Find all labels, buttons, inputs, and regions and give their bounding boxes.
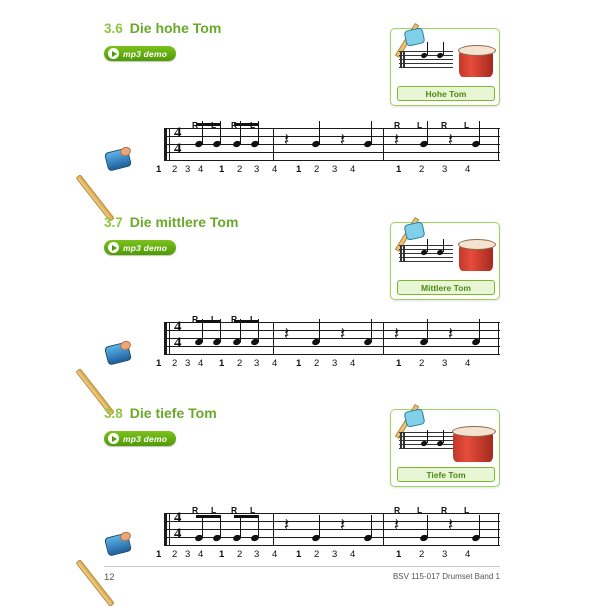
section-heading — [104, 214, 238, 230]
count-number: 2 — [237, 358, 243, 369]
mp3-demo-label: mp3 demo — [123, 48, 168, 59]
sticking-letter: R — [231, 314, 238, 324]
count-number: 2 — [237, 164, 243, 175]
footer-reference: BSV 115-017 Drumset Band 1 — [392, 572, 500, 581]
count-number: 3 — [442, 549, 448, 560]
count-number: 3 — [185, 164, 191, 175]
sticking-letter: L — [417, 120, 423, 130]
sticking-letter: L — [211, 314, 217, 324]
sticking-letter: R — [231, 505, 238, 515]
sticking-letter: L — [211, 505, 217, 515]
hand-stick-illustration — [104, 122, 164, 172]
mp3-demo-button[interactable] — [104, 431, 176, 446]
section-number: 3.6 — [104, 21, 123, 36]
count-number: 4 — [272, 164, 278, 175]
count-number: 2 — [237, 549, 243, 560]
hand-stick-illustration — [104, 507, 164, 557]
count-number: 2 — [314, 358, 320, 369]
tom-drum-icon — [459, 243, 493, 271]
sticking-letter: L — [250, 505, 256, 515]
sticking-letter: L — [250, 314, 256, 324]
count-number: 1 — [296, 358, 302, 369]
hand-stick-illustration — [104, 316, 164, 366]
hand-with-stick-icon — [399, 400, 433, 430]
staff: 4 4 𝄽 𝄽 𝄽 𝄽 — [164, 513, 500, 545]
count-number: 2 — [172, 358, 178, 369]
count-number: 4 — [272, 549, 278, 560]
sticking-letter: R — [441, 120, 448, 130]
count-number: 4 — [350, 549, 356, 560]
count-number: 1 — [396, 164, 402, 175]
count-number: 3 — [185, 358, 191, 369]
time-signature: 4 4 — [174, 319, 182, 351]
count-number: 2 — [419, 549, 425, 560]
count-number: 3 — [185, 549, 191, 560]
sticking-letter: R — [394, 505, 401, 515]
mini-staff — [399, 245, 453, 265]
sticking-letter: L — [464, 505, 470, 515]
music-system-1 — [104, 120, 500, 175]
sticking-letter: L — [211, 120, 217, 130]
time-signature: 4 4 — [174, 125, 182, 157]
count-number: 3 — [332, 358, 338, 369]
count-number: 3 — [442, 358, 448, 369]
sticking-letter: L — [417, 505, 423, 515]
count-number: 2 — [419, 164, 425, 175]
count-number: 4 — [198, 358, 204, 369]
count-number: 3 — [254, 549, 260, 560]
sticking-letter: R — [441, 505, 448, 515]
mp3-demo-button[interactable] — [104, 240, 176, 255]
section-number: 3.7 — [104, 215, 123, 230]
music-system-2 — [104, 314, 500, 369]
mini-staff — [399, 432, 453, 452]
sticking-letter: L — [250, 120, 256, 130]
count-number: 2 — [419, 358, 425, 369]
count-number: 4 — [350, 164, 356, 175]
time-signature: 4 4 — [174, 510, 182, 542]
count-number: 3 — [332, 549, 338, 560]
footer-divider — [104, 566, 500, 567]
staff: 4 4 𝄽 𝄽 𝄽 𝄽 — [164, 322, 500, 354]
count-number: 3 — [442, 164, 448, 175]
illustration-card-tiefe-tom — [390, 409, 500, 487]
mp3-demo-label: mp3 demo — [123, 433, 168, 444]
count-number: 1 — [219, 358, 225, 369]
play-icon — [108, 433, 119, 444]
count-number: 2 — [314, 164, 320, 175]
count-number: 1 — [156, 549, 162, 560]
card-caption: Mittlere Tom — [397, 280, 495, 295]
section-heading — [104, 405, 217, 421]
count-number: 1 — [396, 358, 402, 369]
count-number: 1 — [219, 549, 225, 560]
sticking-letter: R — [192, 314, 199, 324]
mp3-demo-button[interactable] — [104, 46, 176, 61]
count-number: 4 — [465, 164, 471, 175]
count-number: 2 — [314, 549, 320, 560]
count-number: 2 — [172, 549, 178, 560]
count-number: 1 — [156, 164, 162, 175]
count-number: 1 — [296, 549, 302, 560]
count-number: 1 — [396, 549, 402, 560]
music-system-3 — [104, 505, 500, 560]
count-number: 1 — [156, 358, 162, 369]
count-number: 4 — [465, 549, 471, 560]
section-title: Die hohe Tom — [129, 20, 222, 36]
mini-staff — [399, 51, 453, 71]
card-caption: Tiefe Tom — [397, 467, 495, 482]
count-number: 3 — [254, 164, 260, 175]
play-icon — [108, 48, 119, 59]
mp3-demo-label: mp3 demo — [123, 242, 168, 253]
floor-tom-icon — [453, 430, 493, 462]
count-number: 3 — [332, 164, 338, 175]
sticking-letter: R — [231, 120, 238, 130]
section-title: Die tiefe Tom — [129, 405, 217, 421]
count-number: 3 — [254, 358, 260, 369]
count-number: 4 — [350, 358, 356, 369]
section-heading — [104, 20, 221, 36]
count-number: 4 — [465, 358, 471, 369]
staff: 4 4 𝄽 𝄽 𝄽 𝄽 — [164, 128, 500, 160]
section-number: 3.8 — [104, 406, 123, 421]
illustration-card-mittlere-tom — [390, 222, 500, 300]
tom-drum-icon — [459, 49, 493, 77]
sticking-letter: R — [394, 120, 401, 130]
sticking-letter: R — [192, 505, 199, 515]
count-number: 1 — [219, 164, 225, 175]
illustration-card-hohe-tom — [390, 28, 500, 106]
page-number: 12 — [104, 572, 115, 583]
card-caption: Hohe Tom — [397, 86, 495, 101]
count-number: 1 — [296, 164, 302, 175]
sticking-letter: R — [192, 120, 199, 130]
sticking-letter: L — [464, 120, 470, 130]
play-icon — [108, 242, 119, 253]
count-number: 4 — [198, 549, 204, 560]
section-title: Die mittlere Tom — [129, 214, 239, 230]
count-number: 4 — [272, 358, 278, 369]
count-number: 2 — [172, 164, 178, 175]
count-number: 4 — [198, 164, 204, 175]
